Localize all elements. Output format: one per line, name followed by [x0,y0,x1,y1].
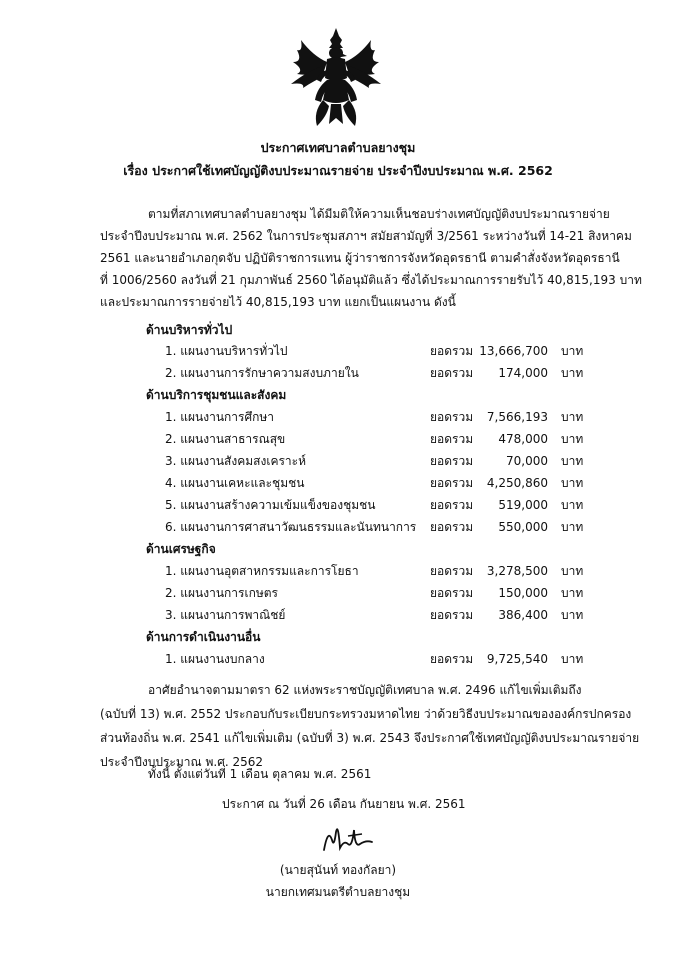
plan-amount: 3,278,500 [486,564,548,578]
announced-date: ประกาศ ณ วันที่ 26 เดือน กันยายน พ.ศ. 2561 [222,797,466,811]
table-row [0,453,676,471]
plan-name: 4. แผนงานเคหะและชุมชน [165,476,305,490]
plan-amount: 9,725,540 [486,652,548,666]
plan-amount: 7,566,193 [486,410,548,424]
table-row [0,431,676,449]
table-row [0,585,676,603]
total-label: ยอดรวม [430,652,474,666]
plan-name: 3. แผนงานสังคมสงเคราะห์ [165,454,307,468]
unit-label: บาท [561,366,584,380]
unit-label: บาท [561,410,584,424]
unit-label: บาท [561,454,584,468]
total-label: ยอดรวม [430,344,474,358]
plan-name: 1. แผนงานอุตสาหกรรมและการโยธา [165,564,359,578]
plan-amount: 519,000 [498,498,548,512]
unit-label: บาท [561,652,584,666]
plan-amount: 174,000 [498,366,548,380]
unit-label: บาท [561,476,584,490]
total-label: ยอดรวม [430,454,474,468]
table-row [0,409,676,427]
signer-name: (นายสุนันท์ ทองกัลยา) [279,863,397,877]
intro-line-4: ที่ 1006/2560 ลงวันที่ 21 กุมภาพันธ์ 2560 ได้อนุมัติแล้ว ซึ่งได้ประมาณการรายรับไว้ 40,815,193 บาท [100,273,642,287]
signature-icon [318,818,376,858]
unit-label: บาท [561,586,584,600]
plan-name: 3. แผนงานการพาณิชย์ [165,608,286,622]
plan-amount: 4,250,860 [486,476,548,490]
garuda-emblem-icon [283,26,389,130]
total-label: ยอดรวม [430,608,474,622]
plan-name: 6. แผนงานการศาสนาวัฒนธรรมและนันทนาการ [165,520,417,534]
plan-name: 1. แผนงานงบกลาง [165,652,265,666]
total-label: ยอดรวม [430,366,474,380]
plan-amount: 478,000 [498,432,548,446]
legal-line-2: (ฉบับที่ 13) พ.ศ. 2552 ประกอบกับระเบียบกระทรวงมหาดไทย ว่าด้วยวิธีงบประมาณขององค์กรปกครอง [100,707,632,721]
section-heading-economy: ด้านเศรษฐกิจ [146,542,216,556]
total-label: ยอดรวม [430,476,474,490]
section-heading-other-operations: ด้านการดำเนินงานอื่น [146,630,261,644]
legal-line-3: ส่วนท้องถิ่น พ.ศ. 2541 แก้ไขเพิ่มเติม (ฉบับที่ 3) พ.ศ. 2543 จึงประกาศใช้เทศบัญญัติงบประมาณรายจ่าย [100,731,640,745]
announcement-title: ประกาศเทศบาลตำบลยางชุม [260,140,416,155]
total-label: ยอดรวม [430,410,474,424]
plan-amount: 150,000 [498,586,548,600]
legal-line-4: ประจำปีงบประมาณ พ.ศ. 2562 [100,755,263,769]
intro-line-5: และประมาณการรายจ่ายไว้ 40,815,193 บาท แยกเป็นแผนงาน ดังนี้ [100,295,456,309]
unit-label: บาท [561,432,584,446]
section-heading-community-services: ด้านบริการชุมชนและสังคม [146,388,287,402]
total-label: ยอดรวม [430,432,474,446]
total-label: ยอดรวม [430,564,474,578]
intro-line-3: 2561 และนายอำเภอกุดจับ ปฏิบัติราชการแทน ผู้ว่าราชการจังหวัดอุดรธานี ตามคำสั่งจังหวัดอุดรธานี [100,251,620,265]
plan-name: 1. แผนงานการศึกษา [165,410,275,424]
legal-line-1: อาศัยอำนาจตามมาตรา 62 แห่งพระราชบัญญัติเทศบาล พ.ศ. 2496 แก้ไขเพิ่มเติมถึง [148,683,582,697]
table-row [0,343,676,361]
unit-label: บาท [561,608,584,622]
unit-label: บาท [561,564,584,578]
total-label: ยอดรวม [430,498,474,512]
table-row [0,607,676,625]
unit-label: บาท [561,498,584,512]
plan-amount: 13,666,700 [479,344,548,358]
plan-name: 1. แผนงานบริหารทั่วไป [165,344,288,358]
table-row [0,563,676,581]
intro-line-1: ตามที่สภาเทศบาลตำบลยางชุม ได้มีมติให้ความเห็นชอบร่างเทศบัญญัติงบประมาณรายจ่าย [148,207,610,221]
plan-amount: 70,000 [506,454,548,468]
section-heading-administration: ด้านบริหารทั่วไป [146,323,233,337]
effective-date: ทั้งนี้ ตั้งแต่วันที่ 1 เดือน ตุลาคม พ.ศ. 2561 [148,767,372,781]
plan-name: 2. แผนงานการรักษาความสงบภายใน [165,366,359,380]
table-row [0,519,676,537]
unit-label: บาท [561,520,584,534]
total-label: ยอดรวม [430,520,474,534]
plan-name: 5. แผนงานสร้างความเข้มแข็งของชุมชน [165,498,376,512]
plan-amount: 386,400 [498,608,548,622]
table-row [0,497,676,515]
total-label: ยอดรวม [430,586,474,600]
plan-name: 2. แผนงานการเกษตร [165,586,278,600]
signer-position: นายกเทศมนตรีตำบลยางชุม [265,885,411,899]
plan-amount: 550,000 [498,520,548,534]
plan-name: 2. แผนงานสาธารณสุข [165,432,286,446]
intro-line-2: ประจำปีงบประมาณ พ.ศ. 2562 ในการประชุมสภาฯ สมัยสามัญที่ 3/2561 ระหว่างวันที่ 14-21 สิงหาคม [100,229,632,243]
table-row [0,651,676,669]
table-row [0,475,676,493]
table-row [0,365,676,383]
unit-label: บาท [561,344,584,358]
announcement-subject: เรื่อง ประกาศใช้เทศบัญญัติงบประมาณรายจ่าย ประจำปีงบประมาณ พ.ศ. 2562 [123,163,553,178]
